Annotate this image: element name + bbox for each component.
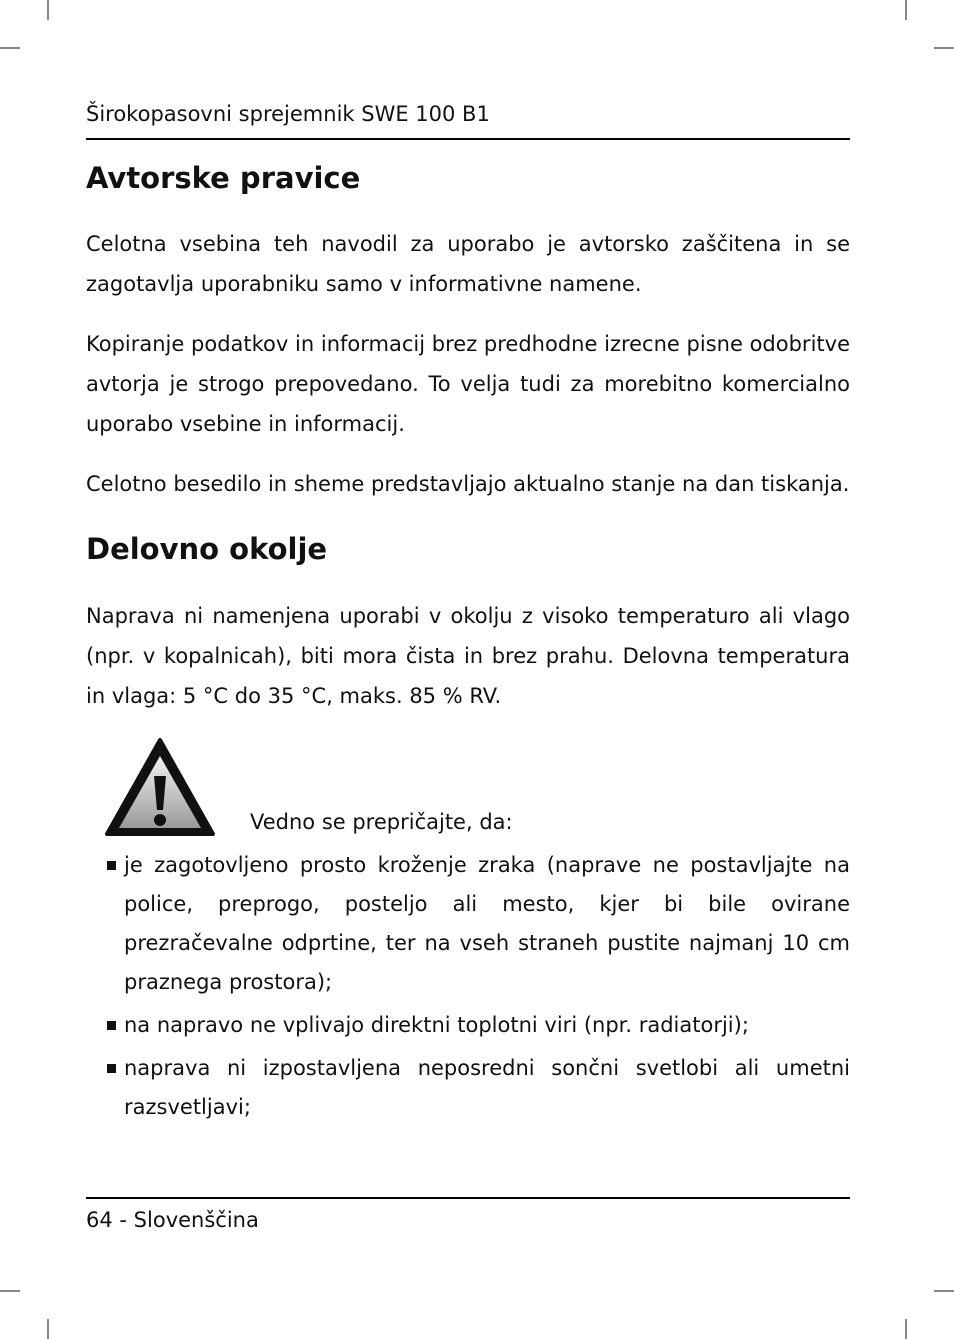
crop-mark bbox=[905, 1319, 907, 1339]
list-item bbox=[86, 1006, 850, 1045]
crop-mark bbox=[0, 1290, 20, 1292]
header-rule bbox=[86, 138, 850, 140]
list-item-text: naprava ni izpostavljena neposredni sončni svetlobi ali umetni razsvetljavi; bbox=[124, 1056, 850, 1119]
square-bullet-icon bbox=[107, 1064, 116, 1073]
copyright-paragraph: Celotna vsebina teh navodil za uporabo je avtorsko zaščitena in se zagotavlja uporabniku samo v informativne namene. bbox=[86, 232, 850, 296]
warning-list bbox=[86, 846, 850, 1127]
warning-lead-text: Vedno se prepričajte, da: bbox=[250, 810, 513, 834]
square-bullet-icon bbox=[107, 861, 116, 870]
crop-mark bbox=[934, 1290, 954, 1292]
crop-mark bbox=[47, 0, 49, 20]
crop-mark bbox=[905, 0, 907, 20]
list-item-text: na napravo ne vplivajo direktni toplotni viri (npr. radiatorji); bbox=[124, 1013, 749, 1037]
footer-rule bbox=[86, 1197, 850, 1199]
crop-mark bbox=[934, 47, 954, 49]
list-item bbox=[86, 1049, 850, 1127]
crop-mark bbox=[47, 1319, 49, 1339]
copyright-paragraph: Kopiranje podatkov in informacij brez predhodne izrecne pisne odobritve avtorja je strogo prepovedano. To velja tudi za morebitno komercialno uporabo vsebine in informacij. bbox=[86, 332, 850, 436]
page-number: 64 bbox=[86, 1208, 113, 1232]
section-title-copyright: Avtorske pravice bbox=[86, 161, 361, 195]
section-title-environment: Delovno okolje bbox=[86, 532, 328, 566]
running-header: Širokopasovni sprejemnik SWE 100 B1 bbox=[86, 102, 490, 126]
crop-mark bbox=[0, 47, 20, 49]
list-item-text: je zagotovljeno prosto kroženje zraka (naprave ne postavljajte na police, preprogo, posteljo ali mesto, kjer bi bile ovirane prezračevalne odprtine, ter na vseh straneh pustite najmanj 10 cm praznega prostora); bbox=[124, 853, 850, 994]
page-footer bbox=[86, 1204, 259, 1236]
footer-language: - Slovenščina bbox=[119, 1208, 259, 1232]
square-bullet-icon bbox=[107, 1021, 116, 1030]
environment-paragraph: Naprava ni namenjena uporabi v okolju z visoko temperaturo ali vlago (npr. v kopalnicah), biti mora čista in brez prahu. Delovna temperatura in vlaga: 5 °C do 35 °C, maks. 85 % RV. bbox=[86, 604, 850, 708]
warning-triangle-icon bbox=[103, 736, 217, 838]
copyright-paragraph: Celotno besedilo in sheme predstavljajo aktualno stanje na dan tiskanja. bbox=[86, 472, 850, 496]
list-item bbox=[86, 846, 850, 1002]
